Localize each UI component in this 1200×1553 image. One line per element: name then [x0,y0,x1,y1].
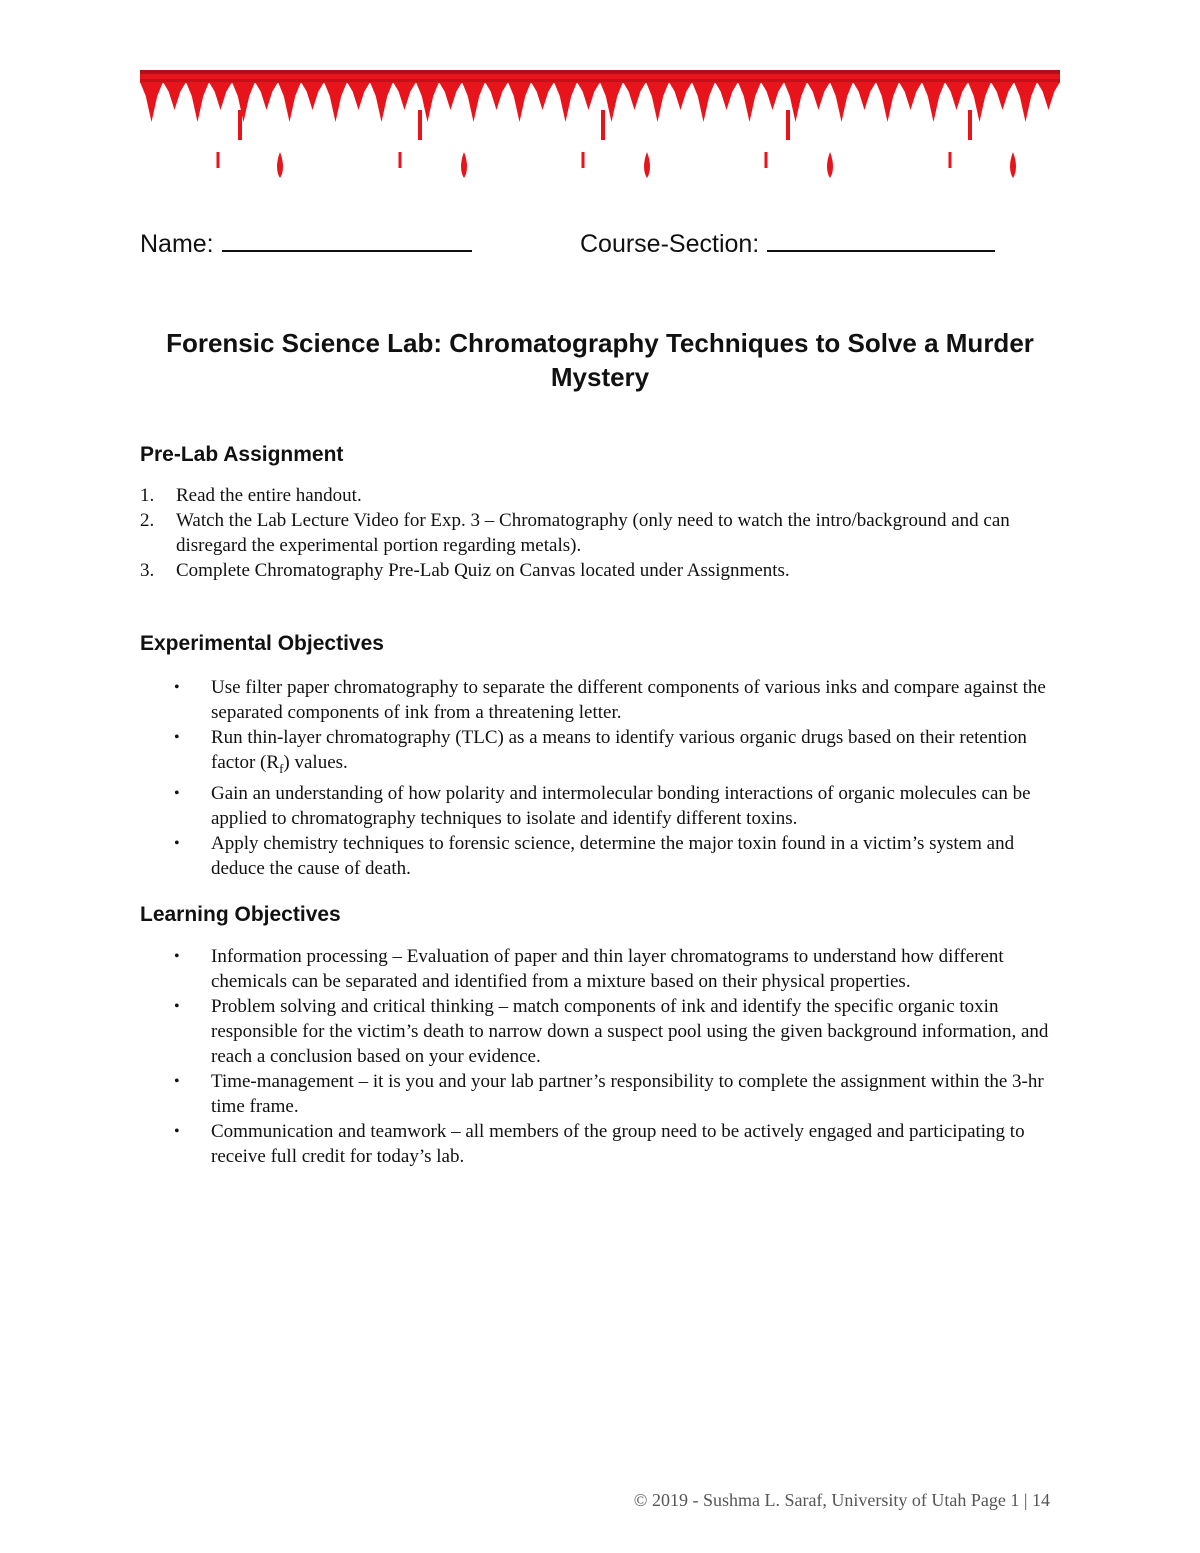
prelab-heading: Pre-Lab Assignment [140,443,344,466]
list-item: • Time-management – it is you and your lab partner’s responsibility to complete the assignment within the 3-hr time frame. [174,1071,1044,1117]
list-item: • Problem solving and critical thinking – match components of ink and identify the specific organic toxin responsible for the victim’s death to narrow down a suspect pool using the given background information, and reach a conclusion based on your evidence. [174,996,1049,1067]
prelab-list [140,483,1060,583]
bullet-icon: • [174,1123,180,1140]
list-item: • Run thin-layer chromatography (TLC) as a means to identify various organic drugs based on their retention factor $(R_f)$ values. [174,727,1027,776]
dripping-blood-icon [140,70,1060,185]
blood-drip-edge [140,82,1060,122]
blood-drop [949,152,952,168]
list-item: • Information processing – Evaluation of paper and thin layer chromatograms to understand how different chemicals can be separated and identified from a mixture based on their physical properties. [174,946,1004,992]
list-item: • Use filter paper chromatography to separate the different components of various inks and compare against the separated components of ink from a threatening letter. [174,677,1046,723]
blood-streak [238,110,242,140]
blood-drop [582,152,585,168]
name-field[interactable] [140,226,472,259]
list-item: • Apply chemistry techniques to forensic science, determine the major toxin found in a victim’s system and deduce the cause of death. [174,832,1015,879]
page-footer: © 2019 - Sushma L. Saraf, University of Utah Page 1 | 14 [633,1490,1050,1510]
bullet-icon: • [174,729,180,746]
experimental-objectives-list [140,675,1060,881]
list-item: 1. Read the entire handout. [140,485,362,506]
experimental-objectives-heading: Experimental Objectives [140,632,384,655]
blood-drop [217,152,220,168]
course-section-field[interactable] [580,226,995,259]
bullet-icon: • [174,834,180,852]
learning-objectives-list [140,944,1060,1169]
name-blank-line[interactable] [222,226,472,252]
document-title: Forensic Science Lab: Chromatography Techniques to Solve a Murder Mystery [166,328,1034,392]
bullet-icon: • [174,948,180,965]
list-item: 3. Complete Chromatography Pre-Lab Quiz on Canvas located under Assignments. [140,560,790,581]
blood-streak [968,110,972,140]
list-item: • Gain an understanding of how polarity and intermolecular bonding interactions of organic molecules can be applied to chromatography techniques to isolate and identify different toxins. [174,782,1031,829]
bullet-icon: • [174,1073,180,1090]
bullet-icon: • [174,784,180,802]
student-info-row [140,226,1060,262]
blood-streak [418,110,422,140]
blood-drop [644,152,650,178]
blood-streak [601,110,605,140]
blood-drop [461,152,467,178]
bullet-icon: • [174,679,180,696]
course-section-blank-line[interactable] [767,226,995,252]
list-item: 2. Watch the Lab Lecture Video for Exp. 3 – Chromatography (only need to watch the intro/background and can disregard the experimental portion regarding metals). [140,510,1010,556]
bullet-icon: • [174,998,180,1015]
name-label: Name: [140,230,214,258]
course-section-label: Course-Section: [580,230,760,258]
blood-drop [827,152,833,178]
blood-drop [399,152,402,168]
blood-drop [765,152,768,168]
blood-drop [1010,152,1016,178]
list-item: • Communication and teamwork – all members of the group need to be actively engaged and participating to receive full credit for today’s lab. [174,1121,1025,1167]
blood-drop [277,152,283,178]
learning-objectives-heading: Learning Objectives [140,903,341,926]
blood-streak [786,110,790,140]
